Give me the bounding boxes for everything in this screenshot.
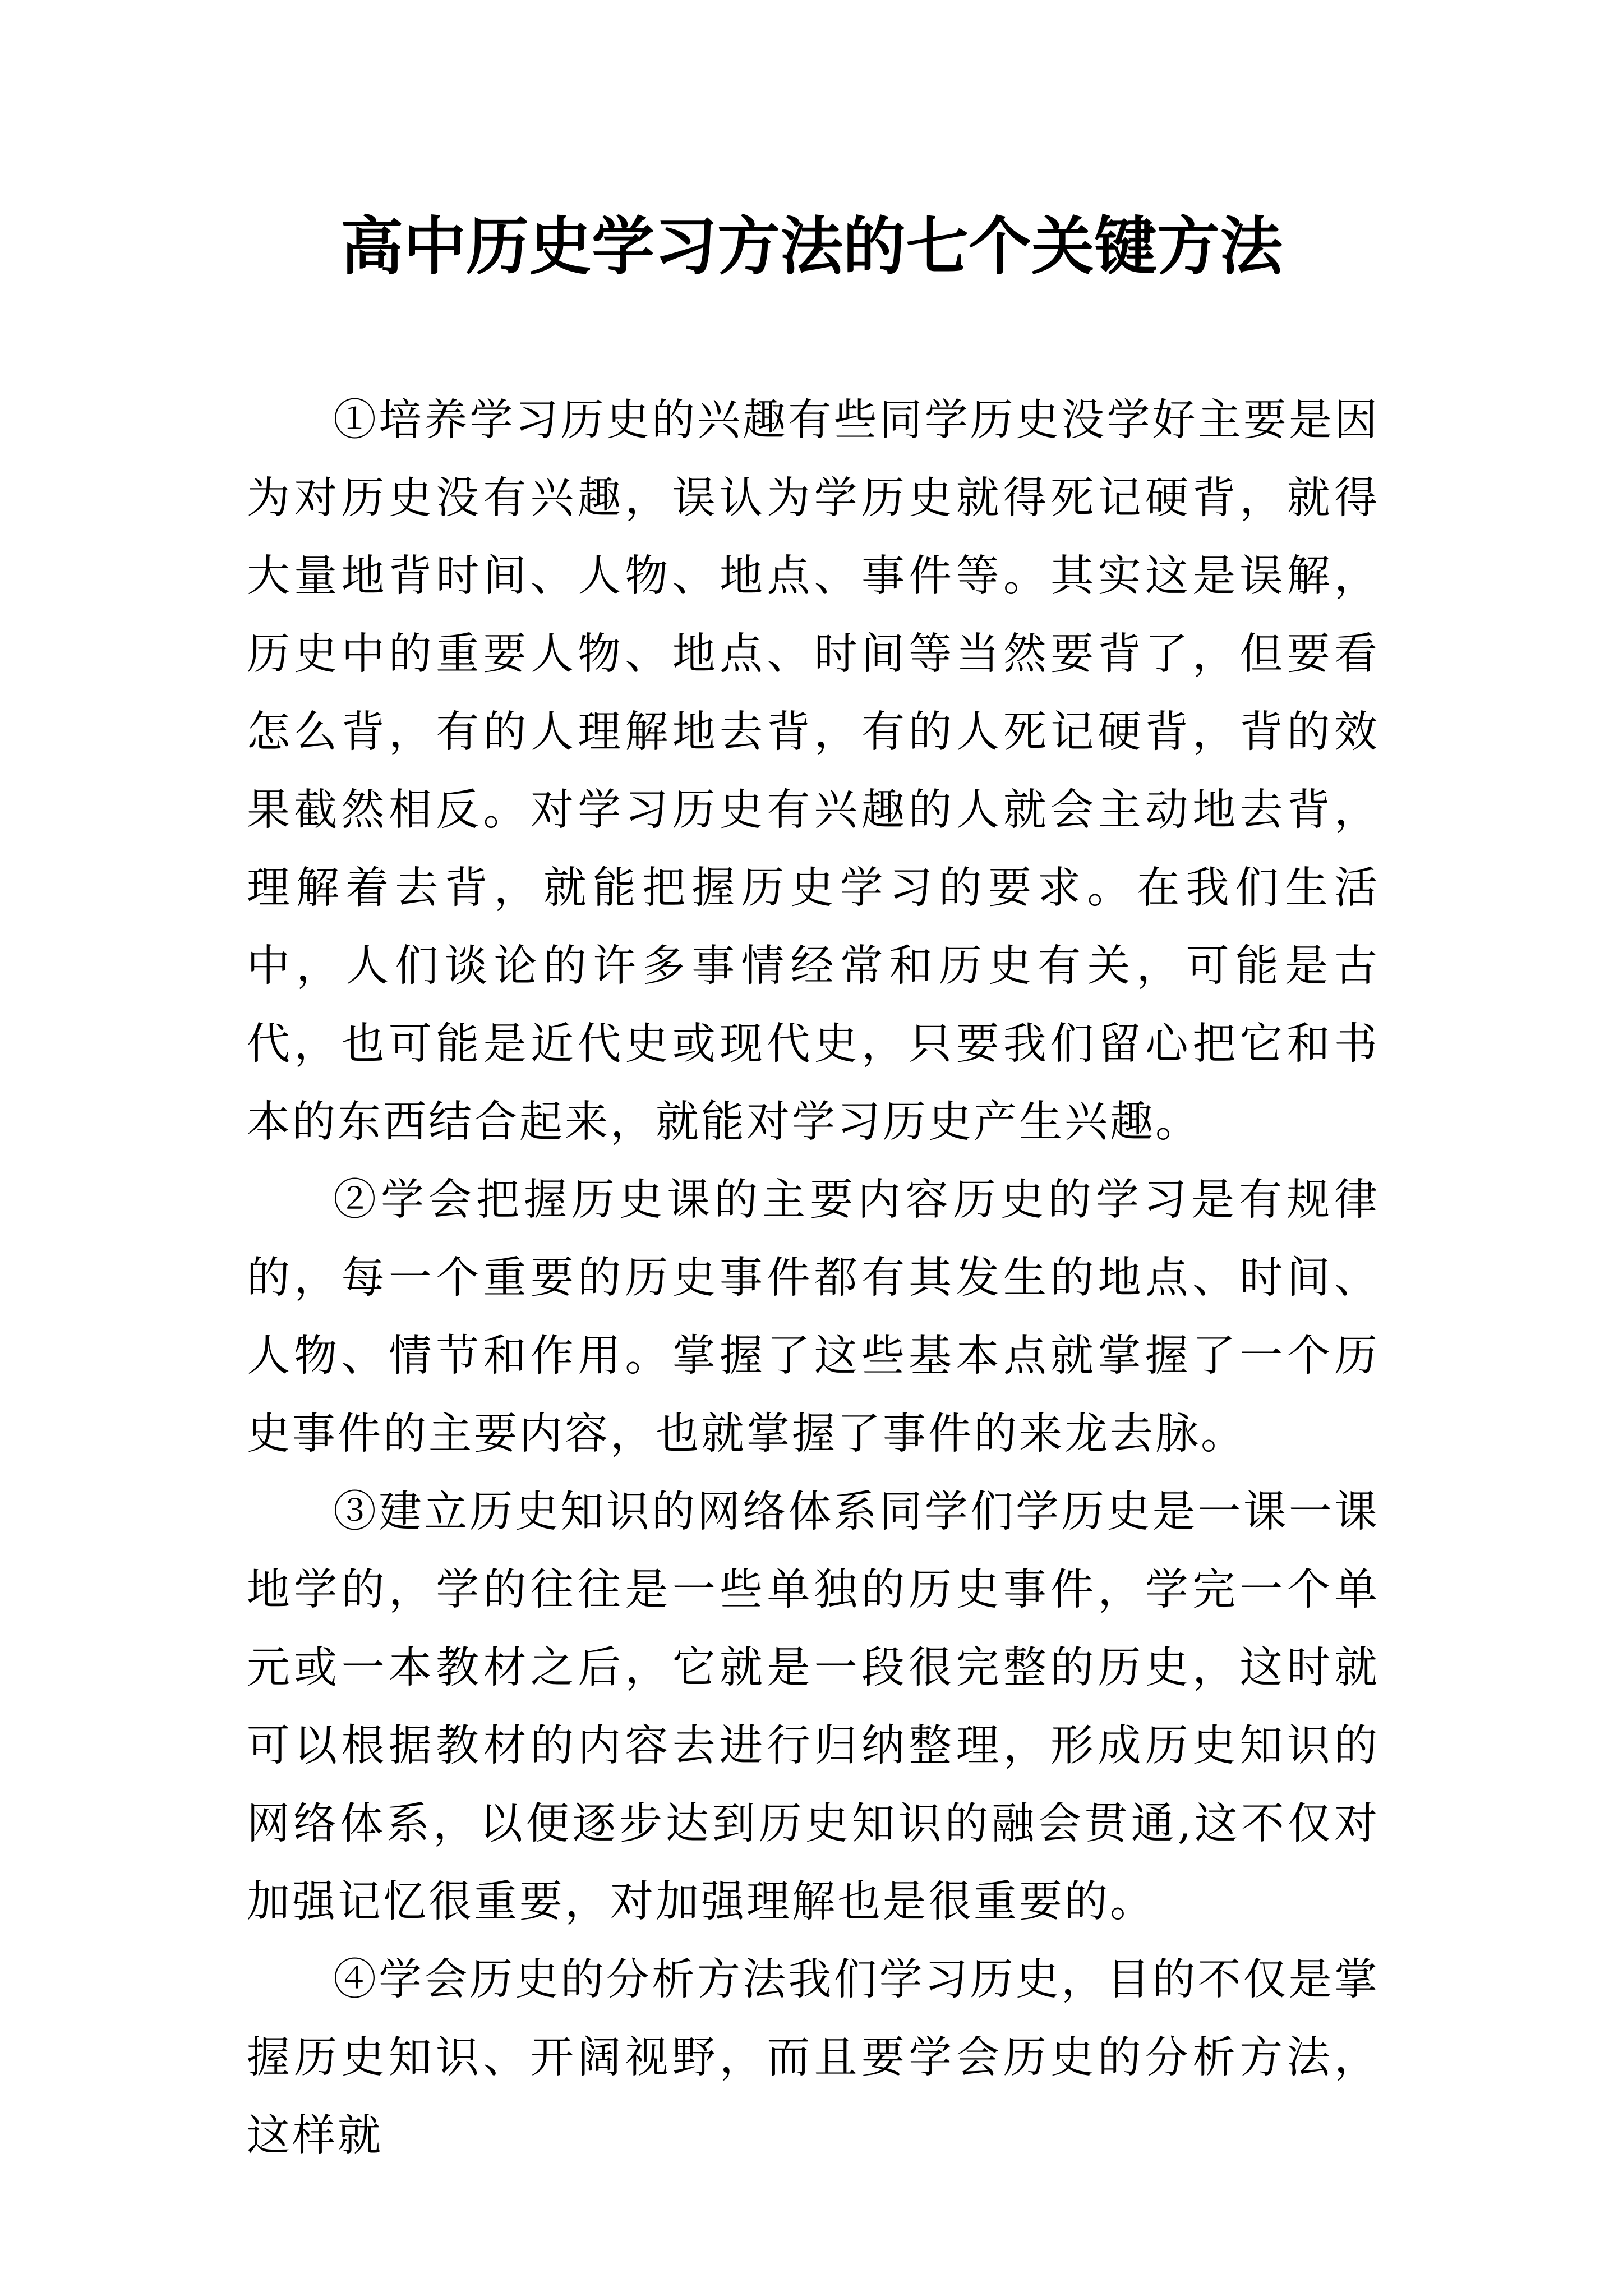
document-body bbox=[247, 381, 1380, 2175]
paragraph-2: ②学会把握历史课的主要内容历史的学习是有规律的，每一个重要的历史事件都有其发生的地点、时间、人物、情节和作用。掌握了这些基本点就掌握了一个历史事件的主要内容，也就掌握了事件的来龙去脉。 bbox=[247, 1175, 1380, 1459]
paragraph-1: ①培养学习历史的兴趣有些同学历史没学好主要是因为对历史没有兴趣，误认为学历史就得死记硬背，就得大量地背时间、人物、地点、事件等。其实这是误解，历史中的重要人物、地点、时间等当然要背了，但要看怎么背，有的人理解地去背，有的人死记硬背，背的效果截然相反。对学习历史有兴趣的人就会主动地去背，理解着去背，就能把握历史学习的要求。在我们生活中，人们谈论的许多事情经常和历史有关，可能是古代，也可能是近代史或现代史，只要我们留心把它和书本的东西结合起来，就能对学习历史产生兴趣。 bbox=[247, 395, 1380, 1147]
paragraph-3: ③建立历史知识的网络体系同学们学历史是一课一课地学的，学的往往是一些单独的历史事件，学完一个单元或一本教材之后，它就是一段很完整的历史，这时就可以根据教材的内容去进行归纳整理，形成历史知识的网络体系，以便逐步达到历史知识的融会贯通,这不仅对加强记忆很重要，对加强理解也是很重要的。 bbox=[247, 1487, 1380, 1927]
document-title: 高中历史学习方法的七个关键方法 bbox=[340, 210, 1283, 283]
paragraph-4: ④学会历史的分析方法我们学习历史，目的不仅是掌握历史知识、开阔视野，而且要学会历史的分析方法，这样就 bbox=[247, 1955, 1380, 2161]
